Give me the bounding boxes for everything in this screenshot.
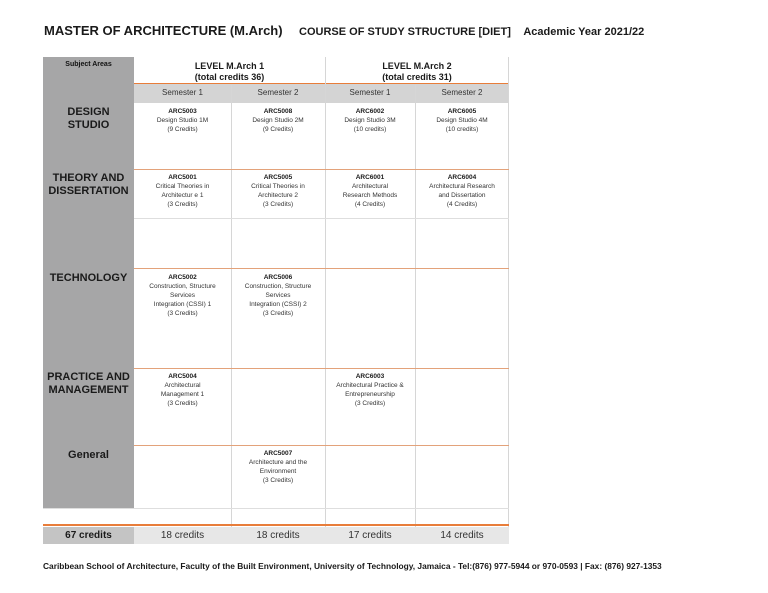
course-cell [134, 107, 231, 134]
course-name: Integration (CSSI) 1 [153, 301, 212, 308]
course-code: ARC5006 [263, 274, 293, 281]
course-name: Construction, Structure [149, 283, 216, 290]
course-cell [134, 273, 231, 318]
subject-areas-label: Subject Areas [65, 61, 112, 68]
row-label-line: DISSERTATION [48, 185, 129, 197]
course-credits: (3 Credits) [167, 310, 198, 317]
row-divider [43, 508, 509, 509]
row-label-line: THEORY AND [52, 172, 125, 184]
course-name: Architectural Practice & [336, 382, 404, 389]
course-name: Services [170, 292, 195, 299]
course-name: Architectur e 1 [161, 192, 204, 199]
row-divider [134, 368, 509, 369]
totals-divider [43, 524, 509, 526]
course-name: and Dissertation [438, 192, 486, 199]
course-credits: (3 Credits) [354, 400, 386, 407]
row-divider [134, 268, 509, 269]
row-label-design-studio [43, 106, 134, 132]
course-cell [134, 372, 231, 408]
row-label-line: DESIGN [67, 106, 110, 118]
semester-total: 18 credits [256, 530, 300, 541]
course-cell [134, 173, 231, 209]
course-name: Design Studio 4M [436, 117, 488, 124]
course-name: Architecture 2 [257, 192, 299, 199]
row-label-line: PRACTICE AND [47, 371, 130, 383]
level-credits: (total credits 36) [194, 72, 265, 82]
level-title: LEVEL M.Arch 2 [382, 61, 452, 71]
course-code: ARC6003 [355, 373, 385, 380]
course-code: ARC5007 [263, 450, 293, 457]
total-credits: 67 credits [43, 527, 134, 544]
semester-total: 18 credits [160, 530, 205, 541]
course-cell [415, 107, 509, 134]
course-structure-table [43, 57, 509, 544]
course-name: Design Studio 1M [156, 117, 209, 124]
course-name: Entrepreneurship [345, 391, 395, 398]
course-name: Research Methods [342, 192, 398, 199]
course-name: Services [265, 292, 291, 299]
course-cell [325, 107, 415, 134]
row-label-line: General [68, 449, 109, 461]
semester-total: 17 credits [348, 530, 392, 541]
course-cell [415, 173, 509, 209]
row-label-practice-management [43, 371, 134, 397]
level-credits: (total credits 31) [382, 72, 452, 82]
row-label-general [43, 449, 134, 462]
row-divider [134, 445, 509, 446]
course-cell [231, 273, 325, 318]
level-header-1 [134, 61, 325, 83]
course-code: ARC5003 [168, 108, 197, 115]
academic-year: Academic Year 2021/22 [523, 26, 645, 38]
course-code: ARC5005 [263, 174, 293, 181]
course-credits: (4 Credits) [446, 201, 478, 208]
course-credits: (3 Credits) [262, 310, 294, 317]
course-name: Integration (CSSI) 2 [249, 301, 307, 308]
semester-label: Semester 1 [349, 88, 391, 97]
course-code: ARC6005 [447, 108, 477, 115]
course-name: Architecture and the [248, 459, 308, 466]
row-label-technology [43, 272, 134, 285]
page-header [44, 22, 644, 40]
semester-label: Semester 2 [257, 88, 299, 97]
course-name: Architectural [164, 382, 201, 389]
semester-total: 14 credits [440, 530, 484, 541]
course-code: ARC5001 [168, 174, 197, 181]
course-code: ARC5004 [168, 373, 197, 380]
course-cell [231, 173, 325, 209]
course-credits: (9 Credits) [167, 126, 198, 133]
page-subtitle: COURSE OF STUDY STRUCTURE [DIET] [299, 26, 511, 38]
level-title: LEVEL M.Arch 1 [194, 61, 265, 71]
row-divider [134, 218, 509, 219]
row-divider [134, 169, 509, 170]
page-title: MASTER OF ARCHITECTURE (M.Arch) [44, 23, 283, 38]
row-label-line: TECHNOLOGY [49, 272, 128, 284]
course-credits: (4 Credits) [354, 201, 386, 208]
course-code: ARC5002 [168, 274, 197, 281]
course-name: Critical Theories in [251, 183, 305, 190]
course-credits: (3 Credits) [262, 201, 294, 208]
course-name: Design Studio 3M [344, 117, 396, 124]
course-credits: (10 credits) [353, 126, 387, 133]
level-header-2 [325, 61, 509, 83]
course-cell [325, 372, 415, 408]
column-divider [415, 85, 416, 544]
course-name: Management 1 [160, 391, 205, 398]
course-credits: (9 Credits) [262, 126, 294, 133]
row-label-line: MANAGEMENT [48, 384, 129, 396]
course-credits: (3 Credits) [167, 201, 198, 208]
course-cell [231, 449, 325, 485]
course-code: ARC6002 [355, 108, 385, 115]
course-code: ARC5008 [263, 108, 293, 115]
course-name: Design Studio 2M [252, 117, 304, 124]
course-name: Environment [259, 468, 297, 475]
course-name: Architectural Research [429, 183, 495, 190]
course-name: Construction, Structure [244, 283, 312, 290]
course-name: Architectural [351, 183, 389, 190]
course-code: ARC6001 [355, 174, 385, 181]
page-footer: Caribbean School of Architecture, Faculty of the Built Environment, University of Technology, Jamaica - Tel:(876) 977-5944 or 970-0593 | Fax: (876) 927-1353 [43, 561, 662, 571]
course-credits: (3 Credits) [167, 400, 198, 407]
semester-label: Semester 1 [162, 88, 203, 97]
row-label-line: STUDIO [67, 119, 110, 131]
course-credits: (10 credits) [445, 126, 479, 133]
course-credits: (3 Credits) [262, 477, 294, 484]
course-code: ARC6004 [447, 174, 477, 181]
row-label-theory-dissertation [43, 172, 134, 198]
course-cell [325, 173, 415, 209]
semester-label: Semester 2 [441, 88, 483, 97]
course-name: Critical Theories in [155, 183, 210, 190]
course-cell [231, 107, 325, 134]
